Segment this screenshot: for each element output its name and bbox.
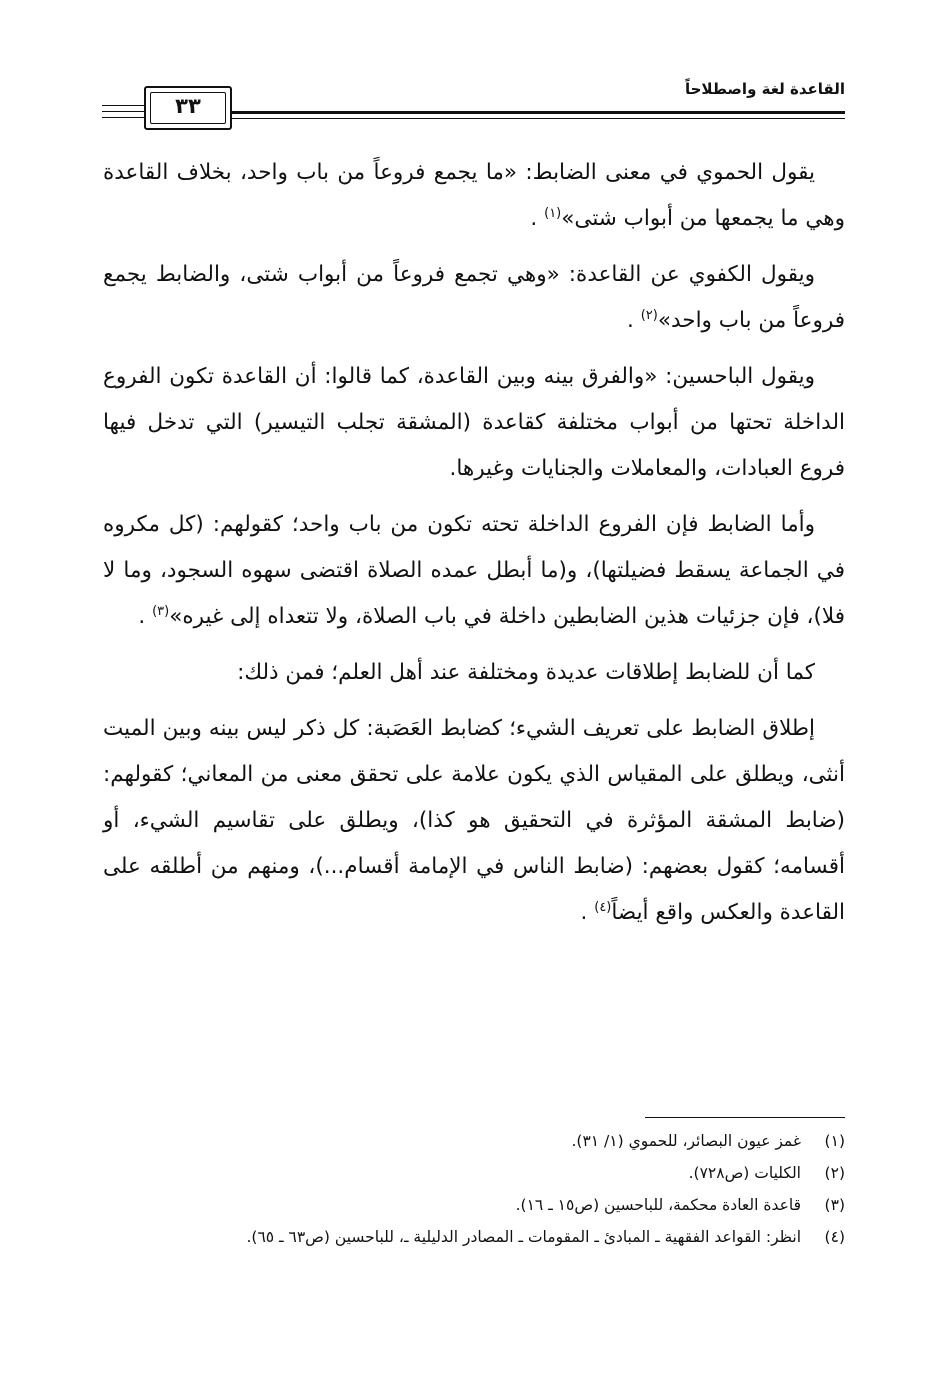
paragraph-1-end: . bbox=[530, 206, 538, 231]
footnote-ref-4: (٤) bbox=[594, 899, 612, 915]
footnote-ref-3: (٣) bbox=[152, 603, 170, 619]
footnote-number: (٤) bbox=[824, 1228, 845, 1246]
footnote-separator bbox=[645, 1117, 845, 1118]
footnote-number: (١) bbox=[824, 1132, 845, 1150]
paragraph-3-text: ويقول الباحسين: «والفرق بينه وبين القاعدة، كما قالوا: أن القاعدة تكون الفروع الداخلة تحتها من أبواب مختلفة كقاعدة (المشقة تجلب التيسير) التي تدخل فيها فروع العبادات، والمعاملات والجنايات وغيرها. bbox=[103, 364, 845, 481]
footnote-number: (٢) bbox=[824, 1164, 845, 1182]
footnote-3 bbox=[103, 1189, 845, 1221]
footnote-text: قاعدة العادة محكمة، للباحسين (ص١٥ ـ ١٦). bbox=[515, 1196, 801, 1214]
paragraph-3 bbox=[103, 354, 845, 492]
footnote-ref-2: (٢) bbox=[640, 307, 658, 323]
header-left-ornament bbox=[102, 100, 144, 122]
body-text bbox=[103, 150, 845, 946]
page-number: ٣٣ bbox=[175, 94, 201, 118]
paragraph-2-end: . bbox=[627, 308, 634, 333]
paragraph-6-text: إطلاق الضابط على تعريف الشيء؛ كضابط العَصَبة: كل ذكر ليس بينه وبين الميت أنثى، ويطلق على المقياس الذي يكون علامة على تحقق معنى من المعاني؛ كقولهم: (ضابط المشقة المؤثرة في التحقيق هو كذا)، ويطلق على تقاسيم الشيء، أو أقسامه؛ كقول بعضهم: (ضابط الناس في الإمامة أقسام...)، ومنهم من أطلقه على القاعدة والعكس واقع أيضاً bbox=[103, 716, 845, 925]
footnote-number: (٣) bbox=[824, 1196, 845, 1214]
paragraph-1 bbox=[103, 150, 845, 242]
paragraph-5 bbox=[103, 650, 845, 696]
paragraph-2 bbox=[103, 252, 845, 344]
paragraph-4-text: وأما الضابط فإن الفروع الداخلة تحته تكون من باب واحد؛ كقولهم: (كل مكروه في الجماعة يسقط فضيلتها)، و(ما أبطل عمده الصلاة اقتضى سهوه السجود، وما لا فلا)، فإن جزئيات هذين الضابطين داخلة في باب الصلاة، ولا تتعداه إلى غيره» bbox=[103, 512, 845, 629]
footnote-1 bbox=[103, 1125, 845, 1157]
footnote-text: انظر: القواعد الفقهية ـ المبادئ ـ المقومات ـ المصادر الدليلية ـ، للباحسين (ص٦٣ ـ ٦٥). bbox=[246, 1228, 801, 1246]
paragraph-1-text: يقول الحموي في معنى الضابط: «ما يجمع فروعاً من باب واحد، بخلاف القاعدة وهي ما يجمعها من أبواب شتى» bbox=[103, 160, 845, 231]
footnote-text: الكليات (ص٧٢٨). bbox=[688, 1164, 801, 1182]
footnote-text: غمز عيون البصائر، للحموي (١/ ٣١). bbox=[571, 1132, 801, 1150]
footnote-2 bbox=[103, 1157, 845, 1189]
paragraph-5-text: كما أن للضابط إطلاقات عديدة ومختلفة عند أهل العلم؛ فمن ذلك: bbox=[237, 660, 815, 685]
header-rule-thin bbox=[232, 118, 845, 119]
paragraph-2-text: ويقول الكفوي عن القاعدة: «وهي تجمع فروعاً من أبواب شتى، والضابط يجمع فروعاً من باب واحد» bbox=[103, 262, 845, 333]
paragraph-6 bbox=[103, 706, 845, 936]
header-rule bbox=[232, 111, 845, 114]
page-number-frame bbox=[144, 86, 232, 130]
running-title: القاعدة لغة واصطلاحاً bbox=[684, 80, 845, 98]
footnotes bbox=[103, 1125, 845, 1253]
footnote-4 bbox=[103, 1221, 845, 1253]
paragraph-4-end: . bbox=[138, 604, 146, 629]
paragraph-4 bbox=[103, 502, 845, 640]
paragraph-6-end: . bbox=[580, 900, 588, 925]
footnote-ref-1: (١) bbox=[544, 205, 562, 221]
